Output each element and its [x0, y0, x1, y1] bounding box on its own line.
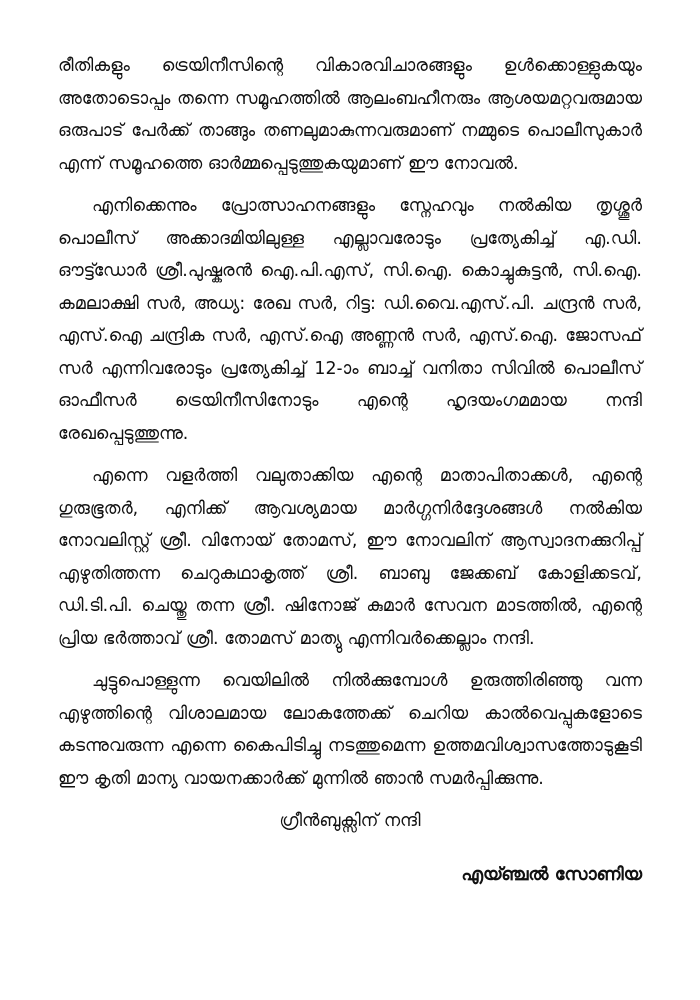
thanks-line: ഗ്രീൻബുക്സിന് നന്ദി [279, 811, 421, 831]
paragraph-3: എന്നെ വളർത്തി വലുതാക്കിയ എന്റെ മാതാപിതാക്കൾ, എന്റെ ഗുരുഭൂതർ, എനിക്ക് ആവശ്യമായ മാർഗ്ഗനിർദ്ദേശങ്ങൾ നൽകിയ നോവലിസ്റ്റ് ശ്രീ. വിനോയ് തോമസ്, ഈ നോവലിന് ആസ്വാദനക്കുറിപ്പ് എഴുതിത്തന്ന ചെറുകഥാകൃത്ത് ശ്രീ. ബാബു ജേക്കബ് കോളിക്കടവ്, ഡി.ടി.പി. ചെയ്തു തന്ന ശ്രീ. ഷിനോജ് കുമാർ സേവന മാടത്തിൽ, എന്റെ പ്രിയ ഭർത്താവ് ശ്രീ. തോമസ് മാത്യു എന്നിവർക്കെല്ലാം നന്ദി. [58, 466, 642, 649]
paragraph-2: എനിക്കെന്നും പ്രോത്സാഹനങ്ങളും സ്നേഹവും നൽകിയ തൃശ്ശൂർ പൊലീസ് അക്കാദമിയിലുള്ള എല്ലാവരോടും പ്രത്യേകിച്ച് എ.ഡി. ഔട്ട്ഡോർ ശ്രീ.പുഷ്കരൻ ഐ.പി.എസ്, സി.ഐ. കൊച്ചുകുട്ടൻ, സി.ഐ. കമലാക്ഷി സർ, അധ്യ: രേഖ സർ, റിട്ട: ഡി.വൈ.എസ്.പി. ചന്ദ്രൻ സർ, എസ്.ഐ ചന്ദ്രിക സർ, എസ്.ഐ അണ്ണൻ സർ, എസ്.ഐ. ജോസഫ് സർ എന്നിവരോടും പ്രത്യേകിച്ച് 12-ാം ബാച്ച് വനിതാ സിവിൽ പൊലീസ് ഓഫീസർ ട്രെയിനീസിനോടും എന്റെ ഹൃദയംഗമമായ നന്ദി രേഖപ്പെടുത്തുന്നു. [58, 196, 642, 444]
paragraph-1: രീതികളും ട്രെയിനീസിന്റെ വികാരവിചാരങ്ങളും ഉൾക്കൊള്ളുകയും അതോടൊപ്പം തന്നെ സമൂഹത്തിൽ ആലംബഹീനരും ആശയമറ്റവരുമായ ഒരുപാട് പേർക്ക് താങ്ങും തണലുമാകുന്നവരുമാണ് നമ്മുടെ പൊലീസുകാർ എന്ന് സമൂഹത്തെ ഓർമ്മപ്പെടുത്തുകയുമാണ് ഈ നോവൽ. [58, 56, 642, 174]
author-signature: എയ്ഞ്ചൽ സോണിയ [461, 864, 642, 885]
paragraph-4: ചുട്ടുപൊള്ളുന്ന വെയിലിൽ നിൽക്കുമ്പോൾ ഉരുത്തിരിഞ്ഞു വന്ന എഴുത്തിന്റെ വിശാലമായ ലോകത്തേക്ക് ചെറിയ കാൽവെപ്പുകളോടെ കടന്നുവരുന്ന എന്നെ കൈപിടിച്ചു നടത്തുമെന്ന ഉത്തമവിശ്വാസത്തോടുകൂടി ഈ കൃതി മാന്യ വായനക്കാർക്ക് മുന്നിൽ ഞാൻ സമർപ്പിക്കുന്നു. [58, 671, 642, 789]
document-page [58, 50, 642, 891]
